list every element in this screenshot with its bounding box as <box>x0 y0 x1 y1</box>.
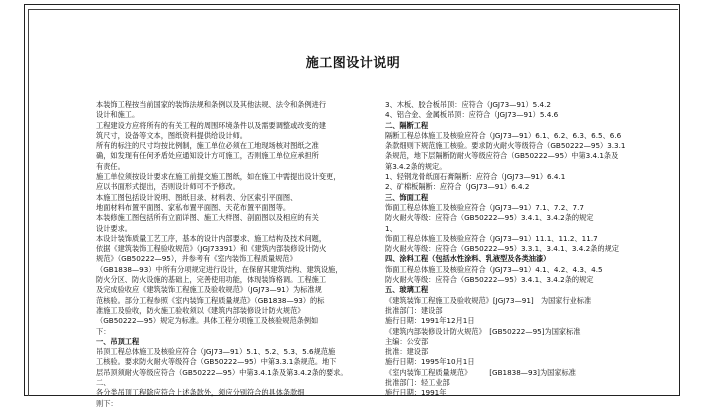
text-line: 条款细则下规范施工核验。要求防火耐火等级符合（GB50222—95）3.3.1 <box>385 141 626 151</box>
text-line: 则下： <box>96 398 118 408</box>
text-line: 饰面工程总体施工及核验应符合（JGJ73—91）4.1、4.2、4.3、4.5 <box>385 264 603 274</box>
text-line: （GB1838—93）中所有分项规定进行设计，在保留其建筑结构、建筑设施， <box>96 264 343 274</box>
left-column <box>96 100 368 409</box>
text-line: 第3.4.2条的规定。 <box>385 161 447 171</box>
text-line: 有责任。 <box>96 161 125 171</box>
text-line: 施行日期：1991年12月1日 <box>385 316 475 326</box>
text-line: 防火耐火等级：应符合（GB50222—95）3.3.1、3.4.1、3.4.2条的规定 <box>385 244 619 254</box>
text-line: 二、 <box>96 378 111 388</box>
text-line: 应以书面形式提出，否则设计师可不予修改。 <box>96 182 240 192</box>
text-line: 饰面工程总体施工及核验应符合（JGJ73—91）7.1、7.2、7.7 <box>385 202 584 212</box>
text-line: 设计和施工。 <box>96 110 140 120</box>
text-line: 1、轻钢龙骨纸面石膏隔断：应符合（JGJ73—91）6.4.1 <box>385 172 566 182</box>
text-line: 饰面工程总体施工及核验应符合（JGJ73—91）11.1、11.2、11.7 <box>385 233 598 243</box>
text-line: 设计要求。 <box>96 223 132 233</box>
text-line: 《室内装饰工程质量规范》 [GB1838—93]为国家标准 <box>385 367 576 377</box>
text-line: 及完成验收应《建筑装饰工程施工及验收规范》（JGJ73—91）为标准规 <box>96 285 322 295</box>
text-line: 下： <box>96 326 111 336</box>
text-line: 依据《建筑装饰工程验收规范》（JGJ73391）和《建筑内部装修设计防火 <box>96 244 327 254</box>
text-line: 规范》（GB50222—95），并参考有《室内装饰工程质量规范》 <box>96 254 297 264</box>
right-column <box>385 100 685 399</box>
text-line: 隔断工程总体施工及核验应符合（JGJ73—91）6.1、6.2、6.3、6.5、6.6 <box>385 130 622 140</box>
text-line: 筑尺寸，设备等文本，图纸资料提供给设计师。 <box>96 130 247 140</box>
text-line: 批准部门：建设部 <box>385 305 443 315</box>
text-line: 2、矿棉板隔断：应符合（JGJ73—91）6.4.2 <box>385 182 530 192</box>
text-line: 本设计装饰质量工艺工序，基本的设计内部要求、施工结构及技术问题， <box>96 233 327 243</box>
text-line: 所有的标注的尺寸均按比例制，施工单位必须在工地现场核对图纸之准 <box>96 141 319 151</box>
text-line: 《建筑内部装修设计防火规范》 [GB50222—95]为国家标准 <box>385 326 581 336</box>
text-line: 本施工图包括设计说明、图纸目录、材料表、分区索引平面图、 <box>96 192 298 202</box>
text-line: 工核验。要求防火耐火等级符合（GB50222—95）中第3.3.1条规范。地下 <box>96 357 337 367</box>
text-line: （GB50222—95）规定为标准。具体工程分项施工及核验规范条例如 <box>96 316 319 326</box>
text-line: 范核验。部分工程参照《室内装饰工程质量规范》（GB1838—93）的标 <box>96 295 325 305</box>
text-line: 防火分区、防火设施的基础上，完善使用功能，体现装饰格调。工程施工 <box>96 275 327 285</box>
section-heading: 一、吊顶工程 <box>96 336 140 346</box>
text-line: 1、 <box>385 223 397 233</box>
section-heading: 四、涂料工程（包括水性涂料、乳液型及各类油漆） <box>385 254 551 264</box>
text-line: 主编：公安部 <box>385 336 429 346</box>
text-line: 防火耐火等级：应符合（GB50222—95）3.4.1、3.4.2条的规定 <box>385 275 594 285</box>
text-line: 批准部门：轻工业部 <box>385 378 450 388</box>
text-line: 本装饰工程按当前国家的装饰法规和条例以及其他法规、法令和条例进行 <box>96 100 327 109</box>
section-heading: 五、玻璃工程 <box>385 285 429 295</box>
section-heading: 三、饰面工程 <box>385 192 429 202</box>
section-heading: 二、隔断工程 <box>385 120 429 130</box>
text-line: 防火耐火等级：应符合（GB50222—95）3.4.1、3.4.2条的规定 <box>385 213 594 223</box>
text-line: 准施工及验收，防火施工验收须以《建筑内部装修设计防火规范》 <box>96 305 305 315</box>
text-line: 确，如发现有任何矛盾处应通知设计方可施工，否则施工单位应承担所 <box>96 151 319 161</box>
text-line: 3、木板、胶合板吊顶：应符合（JGJ73—91）5.4.2 <box>385 100 551 109</box>
document-title: 施工图设计说明 <box>305 56 401 71</box>
text-line: 层吊顶须耐火等级应符合（GB50222—95）中第3.4.1条及第3.4.2条的要求。 <box>96 367 348 377</box>
text-line: 4、铝合金、金属板吊顶：应符合（JGJ73—91）5.4.6 <box>385 110 559 120</box>
text-line: 地面材料布置平面图、家私布置平面图、天花布置平面图等。 <box>96 202 291 212</box>
text-line: 工程建设方应将所有的有关工程的周围环境条件以及需要调整或改变的建 <box>96 120 327 130</box>
text-line: 批准：建设部 <box>385 347 429 357</box>
text-line: 施行日期：1995年10月1日 <box>385 357 475 367</box>
text-line: 本装修施工图包括所有立面详图、施工大样图、剖面图以及相应的有关 <box>96 213 319 223</box>
text-line: 条规范，地下层隔断防耐火等级应符合（GB50222—95）中第3.4.1条及 <box>385 151 619 161</box>
text-line: 施工单位须按设计要求在施工前提交施工图纸，如在施工中需提出设计变更， <box>96 172 341 182</box>
text-line: 吊顶工程总体施工及核验应符合（JGJ73—91）5.1、5.2、5.3、5.6规范施 <box>96 347 336 357</box>
text-line: 各分类吊顶工程除应符合上述条款外，须应分别符合的具体条款细 <box>96 388 305 398</box>
text-line: 《建筑装饰工程施工及验收规范》[JGJ73—91] 为国家行业标准 <box>385 295 592 305</box>
text-line: 施行日期：1991年 <box>385 388 447 398</box>
